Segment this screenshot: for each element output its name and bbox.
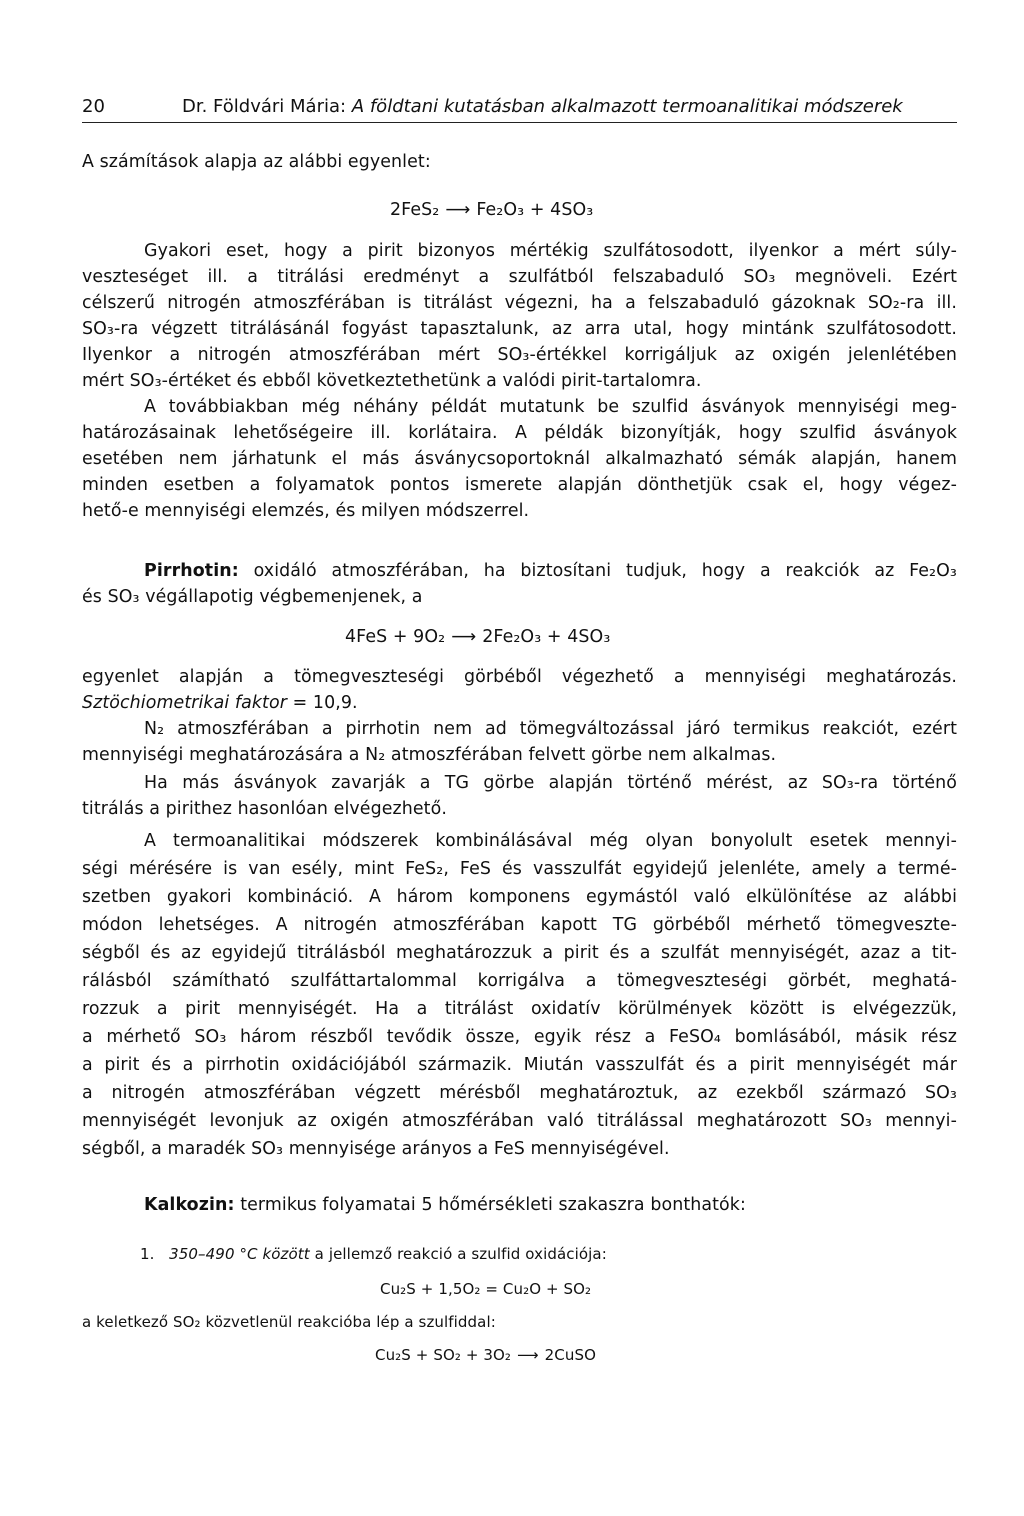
paragraph-line: egyenlet alapján a tömegveszteségi görbéből végezhető a mennyiségi meghatározás. (82, 667, 957, 687)
paragraph-line: Ha más ásványok zavarják a TG görbe alapján történő mérést, az SO₃-ra történő (144, 773, 957, 793)
paragraph-line: ségből, a maradék SO₃ mennyisége arányos a FeS mennyiségével. (82, 1139, 670, 1159)
paragraph-line: Ilyenkor a nitrogén atmoszférában mért SO₃-értékkel korrigáljuk az oxigén jelenlétében (82, 345, 957, 365)
paragraph-line: N₂ atmoszférában a pirrhotin nem ad tömegváltozással járó termikus reakciót, ezért (144, 719, 957, 739)
equation-sulfate-formation: Cu₂S + SO₂ + 3O₂ ⟶ 2CuSO (375, 1346, 596, 1364)
header-author: Dr. Földvári Mária: (182, 96, 347, 117)
paragraph-line: Gyakori eset, hogy a pirit bizonyos mértékig szulfátosodott, ilyenkor a mért súly- (144, 241, 957, 261)
paragraph-line: rálásból számítható szulfáttartalommal korrigálva a tömegveszteségi görbét, meghatá- (82, 971, 957, 991)
paragraph-line: ségi mérésére is van esély, mint FeS₂, FeS és vasszulfát egyidejű jelenléte, amely a termé- (82, 859, 957, 879)
paragraph-line: rozzuk a pirit mennyiségét. Ha a titrálást oxidatív körülmények között is elvégezzük, (82, 999, 957, 1019)
paragraph-line: esetében nem járhatunk el más ásványcsoportoknál alkalmazható sémák alapján, hanem (82, 449, 957, 469)
kalkozin-heading: Kalkozin: (144, 1195, 235, 1215)
arrow-icon: ⟶ (451, 627, 477, 647)
paragraph-line: a nitrogén atmoszférában végzett mérésből meghatároztuk, az ezekből származó SO₃ (82, 1083, 957, 1103)
paragraph-line: A termoanalitikai módszerek kombinálásával még olyan bonyolult esetek mennyi- (144, 831, 957, 851)
equation-chalcocite-oxidation: Cu₂S + 1,5O₂ = Cu₂O + SO₂ (380, 1280, 592, 1298)
paragraph-line: a pirit és a pirrhotin oxidációjából származik. Miután vasszulfát és a pirit mennyiségét már (82, 1055, 957, 1075)
paragraph-line: határozásainak lehetőségeire ill. korlátaira. A példák bizonyítják, hogy szulfid ásványok (82, 423, 957, 443)
paragraph-line: és SO₃ végállapotig végbemenjenek, a (82, 587, 423, 607)
header-title: A földtani kutatásban alkalmazott termoanalitikai módszerek (351, 96, 903, 117)
equation-pirrhotin: 4FeS + 9O₂ ⟶ 2Fe₂O₃ + 4SO₃ (345, 627, 611, 647)
pirrhotin-heading: Pirrhotin: (144, 561, 239, 581)
page-number: 20 (82, 96, 105, 117)
paragraph-line: titrálás a pirithez hasonlóan elvégezhető. (82, 799, 447, 819)
paragraph-line: mennyiségi meghatározására a N₂ atmoszférában felvett görbe nem alkalmas. (82, 745, 777, 765)
header-rule (82, 122, 957, 123)
paragraph-line: célszerű nitrogén atmoszférában is titrálást végezni, ha a felszabaduló gázoknak SO₂-ra ill. (82, 293, 957, 313)
arrow-icon: ⟶ (517, 1346, 539, 1364)
paragraph-line: szetben gyakori kombináció. A három komponens egymástól való elkülönítése az alábbi (82, 887, 957, 907)
intro-sentence: A számítások alapja az alábbi egyenlet: (82, 152, 431, 172)
kalkozin-step-1: 1. 350–490 °C között a jellemző reakció a szulfid oxidációja: (140, 1245, 607, 1263)
paragraph-line: SO₃-ra végzett titrálásánál fogyást tapasztalunk, az arra utal, hogy mintánk szulfátosodott. (82, 319, 957, 339)
paragraph-line: minden esetben a folyamatok pontos ismerete alapján dönthetjük csak el, hogy végez- (82, 475, 957, 495)
arrow-icon: ⟶ (445, 200, 471, 220)
stoichiometric-factor: Sztöchiometrikai faktor = 10,9. (82, 693, 358, 713)
pirrhotin-intro-line: Pirrhotin: oxidáló atmoszférában, ha biztosítani tudjuk, hogy a reakciók az Fe₂O₃ (144, 561, 957, 581)
reaction-note: a keletkező SO₂ közvetlenül reakcióba lép a szulfiddal: (82, 1313, 496, 1331)
paragraph-line: mért SO₃-értéket és ebből következtethetünk a valódi pirit-tartalomra. (82, 371, 702, 391)
paragraph-line: ségből és az egyidejű titrálásból meghatározzuk a pirit és a szulfát mennyiségét, azaz a tit- (82, 943, 957, 963)
kalkozin-intro-line: Kalkozin: termikus folyamatai 5 hőmérsékleti szakaszra bonthatók: (144, 1195, 746, 1215)
paragraph-line: módon lehetséges. A nitrogén atmoszférában kapott TG görbéből mérhető tömegveszte- (82, 915, 957, 935)
paragraph-line: A továbbiakban még néhány példát mutatunk be szulfid ásványok mennyiségi meg- (144, 397, 957, 417)
equation-pirite: 2FeS₂ ⟶ Fe₂O₃ + 4SO₃ (390, 200, 594, 220)
paragraph-line: hető-e mennyiségi elemzés, és milyen módszerrel. (82, 501, 530, 521)
paragraph-line: a mérhető SO₃ három részből tevődik össze, egyik rész a FeSO₄ bomlásából, másik rész (82, 1027, 957, 1047)
paragraph-line: mennyiségét levonjuk az oxigén atmoszférában való titrálással meghatározott SO₃ mennyi- (82, 1111, 957, 1131)
paragraph-line: veszteséget ill. a titrálási eredményt a szulfátból felszabaduló SO₃ megnöveli. Ezért (82, 267, 957, 287)
